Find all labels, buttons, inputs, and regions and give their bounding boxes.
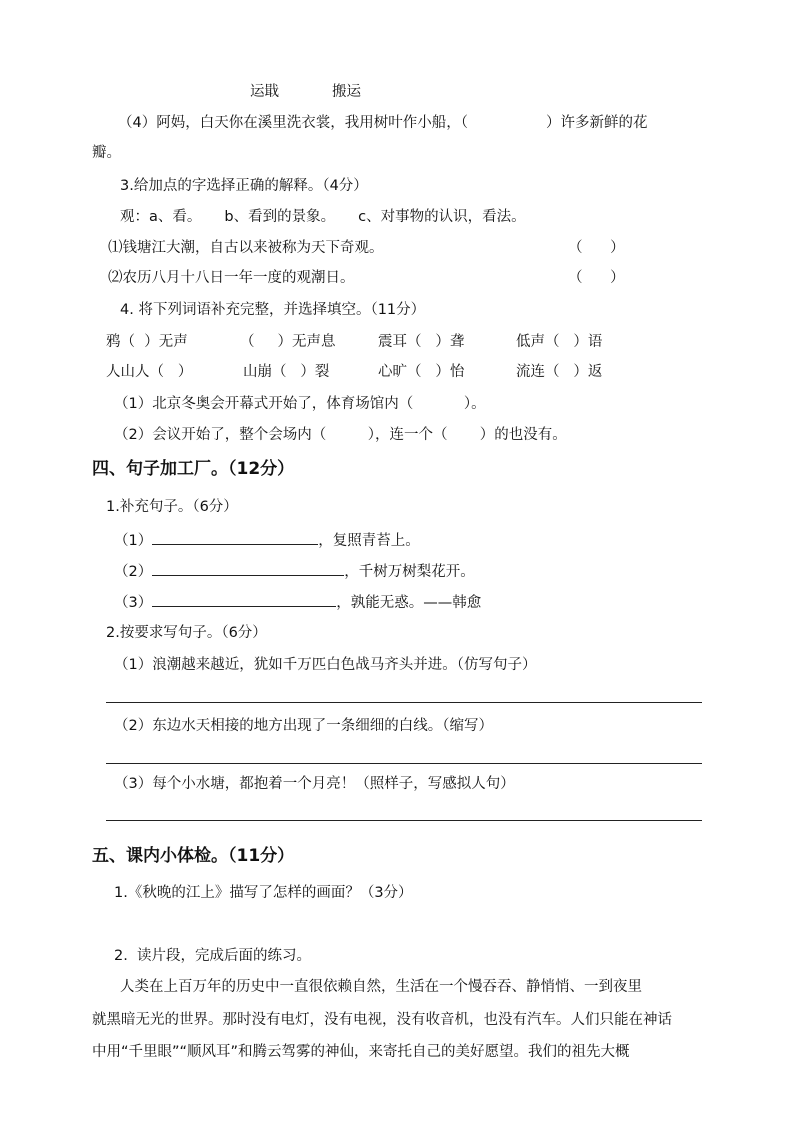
s4-row1-w3: 震耳（ ）聋 (378, 334, 465, 350)
passage-line-2: 就黑暗无光的世界。那时没有电灯，没有电视，没有收音机，也没有汽车。人们只能在神话 (92, 1012, 672, 1028)
s3-options: 观：a、看。 b、看到的景象。 c、对事物的认识，看法。 (120, 209, 526, 225)
word-yunji: 运戢 (250, 84, 279, 100)
sec4-part2-title: 2.按要求写句子。（6分） (106, 625, 267, 641)
answer-line-2[interactable] (106, 763, 702, 764)
item-text: ，复照青苔上。 (318, 533, 420, 549)
q4-line1 (118, 113, 647, 133)
answer-line-3[interactable] (106, 820, 702, 821)
sec4-rewrite-1: （1）浪潮越来越近，犹如千万匹白色战马齐头并进。（仿写句子） (114, 657, 537, 673)
s4-row2-w2: 山崩（ ）裂 (243, 364, 330, 380)
section5-heading: 五、课内小体检。（11分） (92, 846, 295, 866)
q4-line1-post: ）许多新鲜的花 (545, 115, 648, 131)
q4-line1-pre: （4）阿妈，白天你在溪里洗衣裳，我用树叶作小船，（ (118, 115, 468, 131)
s4-title: 4. 将下列词语补充完整，并选择填空。（11分） (120, 302, 426, 318)
s3-item2: ⑵农历八月十八日一年一度的观潮日。 (108, 270, 355, 286)
s4-row1-w2: （ ）无声息 (240, 334, 336, 350)
fill-line[interactable] (152, 592, 336, 607)
s3-item1-answer[interactable]: （ ） (568, 240, 625, 256)
item-text: ，孰能无惑。——韩愈 (336, 595, 482, 611)
sec4-fill-item-2 (114, 561, 475, 582)
sec4-rewrite-3: （3）每个小水塘，都抱着一个月亮！（照样子，写感拟人句） (114, 776, 515, 792)
s3-item2-answer[interactable]: （ ） (568, 270, 625, 286)
item-number: （2） (114, 564, 153, 580)
q4-line2: 瓣。 (92, 145, 121, 161)
answer-line-1[interactable] (106, 702, 702, 703)
item-number: （3） (114, 595, 153, 611)
passage-line-1: 人类在上百万年的历史中一直很依赖自然，生活在一个慢吞吞、静悄悄、一到夜里 (120, 979, 642, 995)
passage-line-3: 中用“千里眼”“顺风耳”和腾云驾雾的神仙，来寄托自己的美好愿望。我们的祖先大概 (92, 1044, 630, 1060)
s4-row2-w3: 心旷（ ）怡 (378, 364, 465, 380)
sec5-q2: 2. 读片段，完成后面的练习。 (114, 948, 312, 964)
s4-fill1: （1）北京冬奥会开幕式开始了，体育场馆内（ ）。 (114, 396, 486, 412)
s4-row1-w4: 低声（ ）语 (516, 334, 603, 350)
fill-line[interactable] (152, 530, 318, 545)
section4-heading: 四、句子加工厂。（12分） (92, 459, 295, 479)
sec4-rewrite-2: （2）东边水天相接的地方出现了一条细细的白线。（缩写） (114, 718, 493, 734)
sec4-fill-item-1 (114, 530, 420, 551)
s3-item1: ⑴钱塘江大潮，自古以来被称为天下奇观。 (108, 240, 384, 256)
s4-row2-w4: 流连（ ）返 (516, 364, 603, 380)
item-number: （1） (114, 533, 153, 549)
item-text: ，千树万树梨花开。 (344, 564, 475, 580)
s4-row2-w1: 人山人（ ） (106, 364, 193, 380)
s3-title: 3.给加点的字选择正确的解释。（4分） (120, 178, 368, 194)
sec5-q1: 1.《秋晚的江上》描写了怎样的画面？（3分） (114, 885, 413, 901)
fill-line[interactable] (152, 561, 344, 576)
sec4-part1-title: 1.补充句子。（6分） (106, 499, 238, 515)
s4-row1-w1: 鸦（ ）无声 (106, 334, 188, 350)
s4-fill2: （2）会议开始了，整个会场内（ ），连一个（ ）的也没有。 (114, 427, 567, 443)
word-banyun: 搬运 (332, 84, 361, 100)
sec4-fill-item-3 (114, 592, 481, 613)
